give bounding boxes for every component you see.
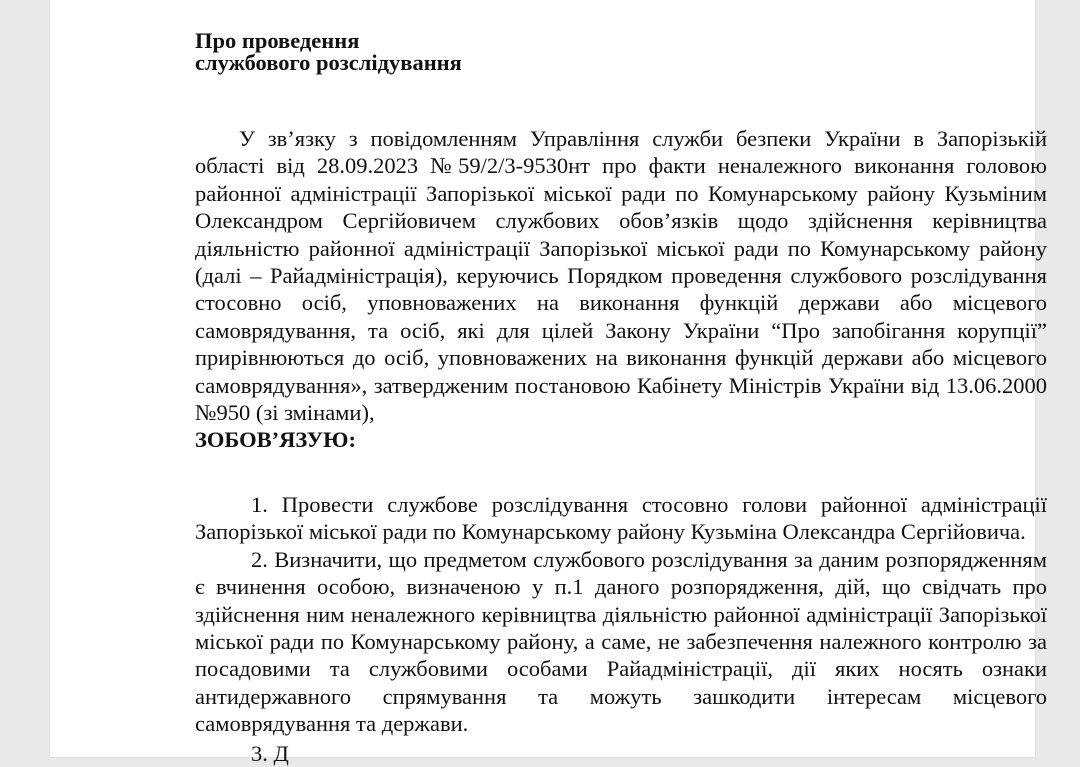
document-page — [50, 0, 1047, 766]
list-item-3: 3. Д — [251, 740, 289, 766]
preamble-paragraph: У зв’язку з повідомленням Управління служби безпеки України в Запорізькій області від 28.09.2023 №59/2/3-9530нт про факти неналежного виконання головою районної адміністрації Запорізької міської ради по Комунарському району Кузьміним Олександром Сергійовичем службових обов’язків щодо здійснення керівництва діяльністю районної адміністрації Запорізької міської ради по Комунарському району (далі – Райадміністрація), керуючись Порядком проведення службового розслідування стосовно осіб, уповноважених на виконання функцій держави або місцевого самоврядування, та осіб, які для цілей Закону України “Про запобігання корупції” прирівнюються до осіб, уповноважених на виконання функцій держави або місцевого самоврядування», затвердженим постановою Кабінету Міністрів України від 13.06.2000 №950 (зі змінами), — [195, 126, 1047, 426]
document-title — [195, 30, 1047, 74]
title-line-2: службового розслідування — [195, 50, 462, 75]
list-item-1: 1. Провести службове розслідування стосовно голови районної адміністрації Запорізької міської ради по Комунарському району Кузьміна Олександра Сергійовича. — [195, 491, 1047, 545]
title-line-1: Про проведення — [195, 28, 360, 53]
document-content — [195, 30, 1047, 767]
list-item-2: 2. Визначити, що предметом службового розслідування за даним розпорядженням є вчинення особою, визначеною у п.1 даного розпорядження, дій, що свідчать про здійснення ним неналежного керівництва діяльністю районної адміністрації Запорізької міської ради по Комунарському району, а саме, не забезпечення належного контролю за посадовими та службовими особами Райадміністрації, дії яких носять ознаки антидержавного спрямування та можуть зашкодити інтересам місцевого самоврядування та держави. — [195, 546, 1047, 737]
oblige-heading: ЗОБОВ’ЯЗУЮ: — [195, 427, 357, 453]
